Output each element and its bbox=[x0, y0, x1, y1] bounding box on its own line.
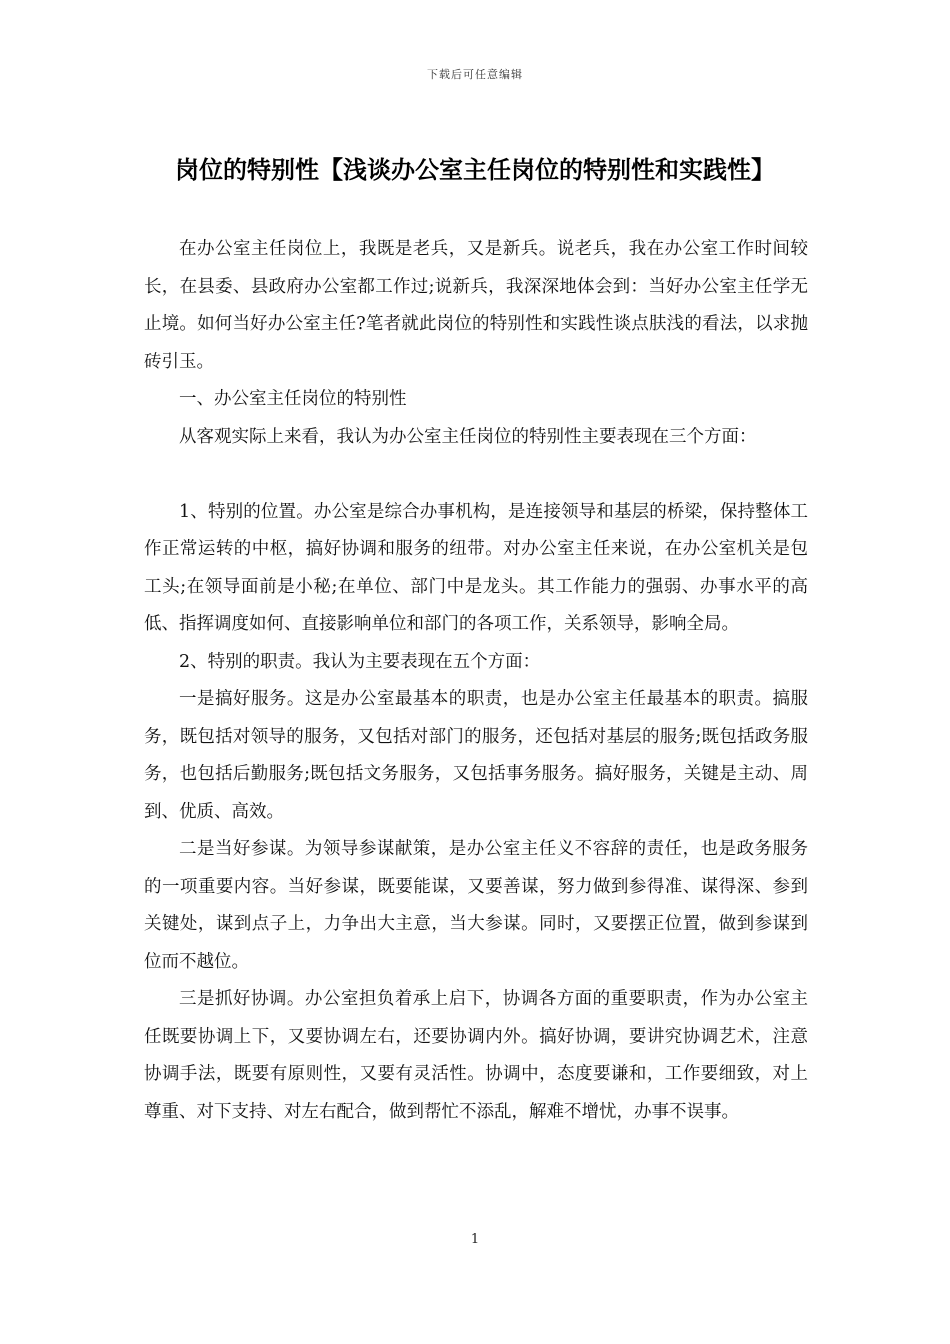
point-position-paragraph: 1、特别的位置。办公室是综合办事机构，是连接领导和基层的桥梁，保持整体工作正常运转的中枢，搞好协调和服务的纽带。对办公室主任来说，在办公室机关是包工头;在领导面前是小秘;在单位、部门中是龙头。其工作能力的强弱、办事水平的高低、指挥调度如何、直接影响单位和部门的各项工作，关系领导，影响全局。 bbox=[144, 501, 808, 634]
section-heading: 一、办公室主任岗位的特别性 bbox=[179, 389, 407, 409]
duty-coordination-paragraph: 三是抓好协调。办公室担负着承上启下，协调各方面的重要职责，作为办公室主任既要协调上下，又要协调左右，还要协调内外。搞好协调，要讲究协调艺术，注意协调手法，既要有原则性，又要有灵活性。协调中，态度要谦和，工作要细致，对上尊重、对下支持、对左右配合，做到帮忙不添乱，解难不增忧，办事不误事。 bbox=[144, 989, 808, 1122]
duty-advisor-paragraph: 二是当好参谋。为领导参谋献策，是办公室主任义不容辞的责任，也是政务服务的一项重要内容。当好参谋，既要能谋，又要善谋，努力做到参得准、谋得深、参到关键处，谋到点子上，力争出大主意，当大参谋。同时，又要摆正位置，做到参谋到位而不越位。 bbox=[144, 839, 808, 972]
document-body bbox=[144, 231, 808, 1131]
document-title: 岗位的特别性【浅谈办公室主任岗位的特别性和实践性】 bbox=[175, 156, 775, 184]
page-header-note: 下载后可任意编辑 bbox=[427, 68, 523, 81]
duty-service-paragraph: 一是搞好服务。这是办公室最基本的职责，也是办公室主任最基本的职责。搞服务，既包括对领导的服务，又包括对部门的服务，还包括对基层的服务;既包括政务服务，也包括后勤服务;既包括文务服务，又包括事务服务。搞好服务，关键是主动、周到、优质、高效。 bbox=[144, 689, 808, 822]
point-duties-paragraph: 2、特别的职责。我认为主要表现在五个方面： bbox=[179, 651, 541, 672]
section-intro-paragraph: 从客观实际上来看，我认为办公室主任岗位的特别性主要表现在三个方面： bbox=[179, 426, 757, 447]
intro-paragraph: 在办公室主任岗位上，我既是老兵，又是新兵。说老兵，我在办公室工作时间较长，在县委、县政府办公室都工作过;说新兵，我深深地体会到：当好办公室主任学无止境。如何当好办公室主任?笔者就此岗位的特别性和实践性谈点肤浅的看法，以求抛砖引玉。 bbox=[144, 239, 808, 372]
page-number: 1 bbox=[470, 1232, 480, 1247]
